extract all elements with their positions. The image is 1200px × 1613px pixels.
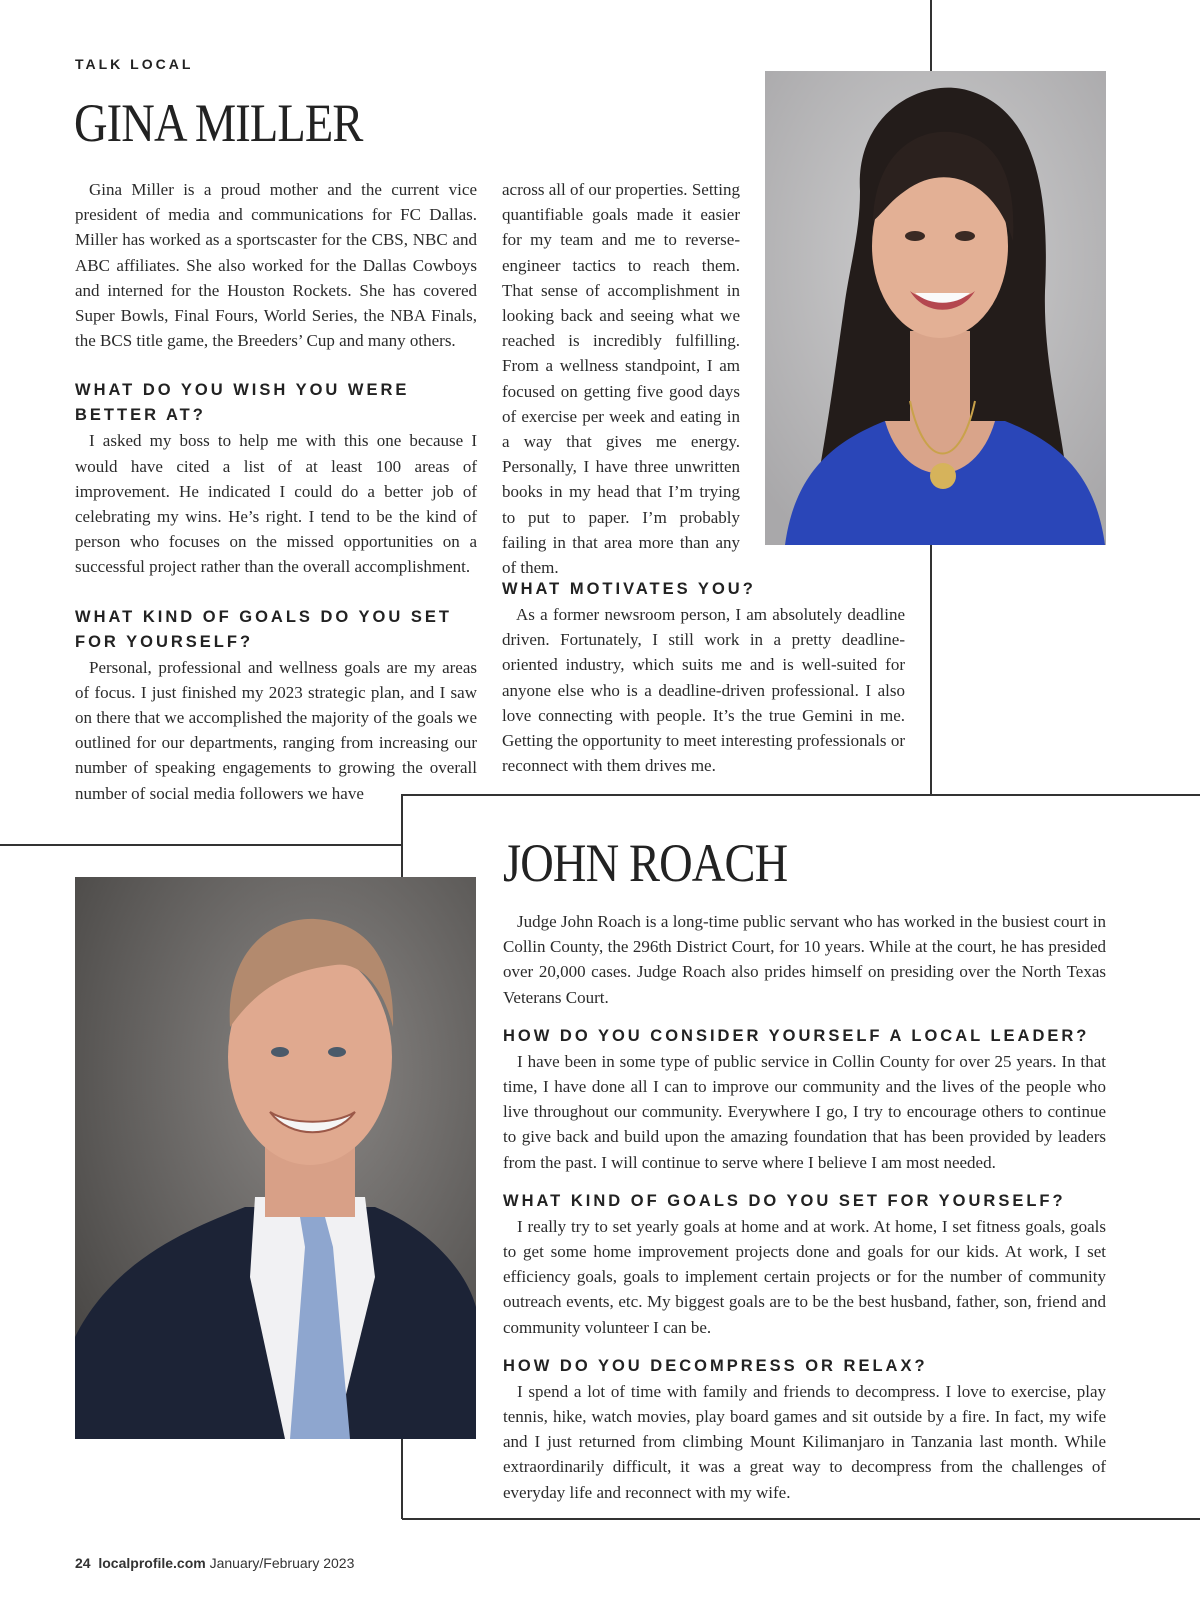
gina-column-right-lower	[502, 577, 905, 778]
rule-mid-horizontal-right	[402, 794, 1200, 796]
footer-issue: January/February 2023	[209, 1555, 355, 1571]
gina-name: GINA MILLER	[74, 93, 363, 153]
john-portrait-icon	[75, 877, 476, 1439]
john-question-2: WHAT KIND OF GOALS DO YOU SET FOR YOURSELF?	[503, 1191, 1066, 1210]
john-photo	[75, 877, 476, 1439]
john-question-3: HOW DO YOU DECOMPRESS OR RELAX?	[503, 1356, 928, 1375]
rule-bottom-horizontal	[402, 1518, 1200, 1520]
page-number: 24	[75, 1555, 91, 1571]
gina-answer-2a: Personal, professional and wellness goals are my areas of focus. I just finished my 2023 strategic plan, and I saw on there that we accomplished the majority of the goals we outlined for our departments, ranging from increasing our number of speaking engagements to growing the overall number of social media followers we have	[75, 657, 477, 803]
gina-intro: Gina Miller is a proud mother and the current vice president of media and communications for FC Dallas. Miller has worked as a sportscaster for the CBS, NBC and ABC affiliates. She also worked for the Dallas Cowboys and interned for the Houston Rockets. She has covered Super Bowls, Final Fours, World Series, the NBA Finals, the BCS title game, the Breeders’ Cup and many others.	[75, 180, 477, 351]
gina-column-right	[502, 177, 740, 580]
john-intro: Judge John Roach is a long-time public servant who has worked in the busiest court in Collin County, the 296th District Court, for 10 years. While at the court, he has presided over 20,000 cases. Judge Roach also prides himself on presiding over the North Texas Veterans Court.	[503, 912, 1106, 1007]
gina-question-2: WHAT KIND OF GOALS DO YOU SET FOR YOURSELF?	[75, 607, 452, 651]
gina-answer-2b: across all of our properties. Setting quantifiable goals made it easier for my team and me to reverse-engineer tactics to reach them. That sense of accomplishment in looking back and seeing what we reached is incredibly fulfilling. From a wellness standpoint, I am focused on getting five good days of exercise per week and eating in a way that gives me energy. Personally, I have three unwritten books in my head that I’m trying to put to paper. I’m probably failing in that area more than any of them.	[502, 180, 740, 578]
footer-site: localprofile.com	[98, 1555, 206, 1571]
gina-photo	[765, 71, 1106, 545]
rule-mid-horizontal-left	[0, 844, 402, 846]
gina-answer-3: As a former newsroom person, I am absolutely deadline driven. Fortunately, I still work in a pretty deadline-oriented industry, which suits me and is well-suited for anyone else who is a deadline-driven professional. I also love connecting with people. It’s the true Gemini in me. Getting the opportunity to meet interesting professionals or reconnect with them drives me.	[502, 605, 905, 776]
section-kicker: TALK LOCAL	[75, 56, 194, 72]
gina-answer-1: I asked my boss to help me with this one because I would have cited a list of at least 100 areas of improvement. He indicated I could do a better job of celebrating my wins. He’s right. I tend to be the kind of person who focuses on the missed opportunities on a successful project rather than the overall accomplishment.	[75, 431, 477, 577]
gina-portrait-icon	[765, 71, 1106, 545]
john-answer-2: I really try to set yearly goals at home and at work. At home, I set fitness goals, goals to get some home improvement projects done and goals for our kids. At work, I set efficiency goals, goals to implement certain projects or for the number of community outreach events, etc. My biggest goals are to be the best husband, father, son, friend and community volunteer I can be.	[503, 1216, 1106, 1337]
gina-question-1: WHAT DO YOU WISH YOU WERE BETTER AT?	[75, 381, 410, 425]
john-question-1: HOW DO YOU CONSIDER YOURSELF A LOCAL LEADER?	[503, 1026, 1090, 1045]
gina-column-left	[75, 177, 477, 806]
john-answer-1: I have been in some type of public service in Collin County for over 25 years. In that time, I have done all I can to improve our community and the lives of the people who live throughout our community. Everywhere I go, I try to encourage others to continue to give back and build upon the amazing foundation that has been provided by leaders from the past. I will continue to serve where I believe I am most needed.	[503, 1051, 1106, 1172]
john-column	[503, 909, 1106, 1505]
page-footer	[75, 1555, 354, 1571]
john-answer-3: I spend a lot of time with family and friends to decompress. I love to exercise, play tennis, hike, watch movies, play board games and sit outside by a fire. In fact, my wife and I just returned from climbing Mount Kilimanjaro in Tanzania last month. While extraordinarily difficult, it was a great way to decompress from the challenges of everyday life and reconnect with my wife.	[503, 1381, 1106, 1502]
gina-question-3: WHAT MOTIVATES YOU?	[502, 580, 756, 598]
john-name: JOHN ROACH	[503, 833, 788, 893]
